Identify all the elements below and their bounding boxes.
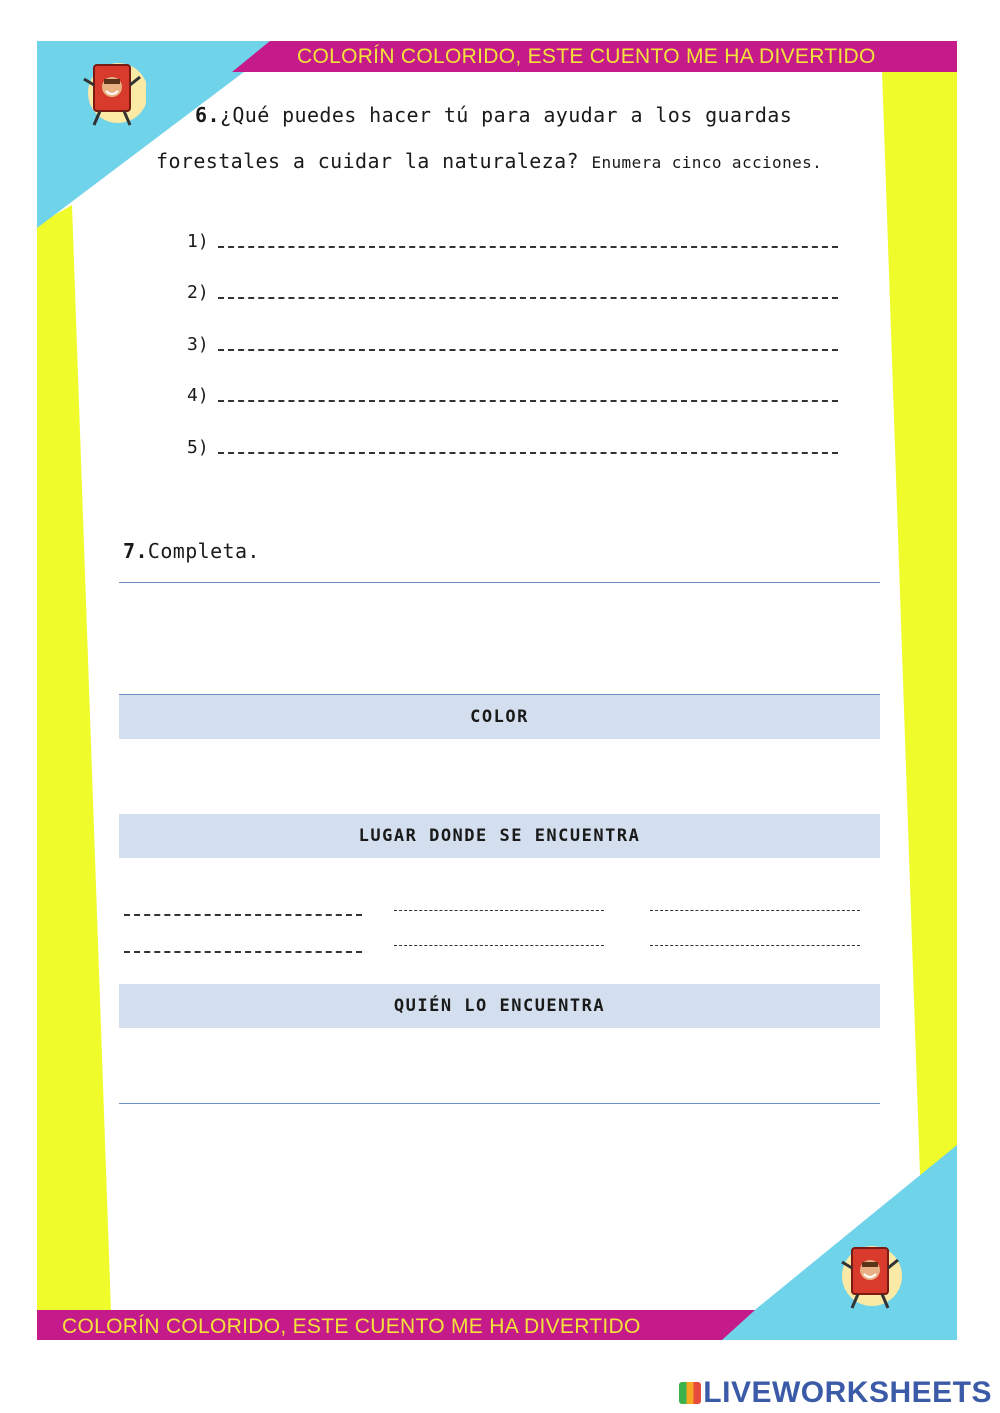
answer-field-3[interactable] [218, 349, 838, 351]
question-7-label: Completa. [147, 539, 260, 563]
row-label-place: LUGAR DONDE SE ENCUENTRA [358, 826, 641, 846]
answer-number: 3) [187, 334, 209, 355]
banner-top-text: COLORÍN COLORIDO, ESTE CUENTO ME HA DIVERTIDO [297, 45, 876, 68]
table-row-color [119, 694, 880, 739]
book-mascot-icon [838, 1240, 904, 1312]
question-7-number: 7. [123, 539, 148, 563]
table-top-border [119, 582, 880, 583]
place-blank[interactable] [394, 910, 604, 911]
question-6-number: 6. [195, 103, 220, 127]
banner-bottom-text: COLORÍN COLORIDO, ESTE CUENTO ME HA DIVERTIDO [62, 1315, 641, 1338]
place-blank[interactable] [124, 914, 362, 916]
question-6-hint: Enumera cinco acciones. [591, 153, 823, 172]
place-blank[interactable] [124, 951, 362, 953]
answer-number: 5) [187, 437, 209, 458]
answer-field-4[interactable] [218, 400, 838, 402]
question-7-heading [123, 539, 260, 563]
answer-number: 4) [187, 385, 209, 406]
place-blank[interactable] [650, 910, 860, 911]
question-6-text-cont: forestales a cuidar la naturaleza? [156, 149, 579, 173]
answer-number: 2) [187, 282, 209, 303]
logo-mark-icon [679, 1382, 701, 1404]
question-6-line2 [156, 149, 822, 173]
answer-field-2[interactable] [218, 297, 838, 299]
place-blank[interactable] [650, 945, 860, 946]
place-blank[interactable] [394, 945, 604, 946]
row-label-who: QUIÉN LO ENCUENTRA [393, 996, 606, 1016]
brand-text: LIVEWORKSHEETS [703, 1376, 992, 1409]
yellow-strip-left [37, 205, 112, 1340]
liveworksheets-logo [679, 1376, 992, 1410]
question-6-text: ¿Qué puedes hacer tú para ayudar a los guardas [219, 103, 793, 127]
question-6-line1 [195, 103, 792, 127]
yellow-strip-right [882, 41, 957, 1175]
answer-field-5[interactable] [218, 452, 838, 454]
answer-number: 1) [187, 231, 209, 252]
book-mascot-icon [80, 57, 146, 129]
answer-field-1[interactable] [218, 246, 838, 248]
row-label-color: COLOR [470, 707, 529, 727]
table-row-who [119, 984, 880, 1028]
table-bottom-border [119, 1103, 880, 1104]
table-row-place [119, 814, 880, 858]
